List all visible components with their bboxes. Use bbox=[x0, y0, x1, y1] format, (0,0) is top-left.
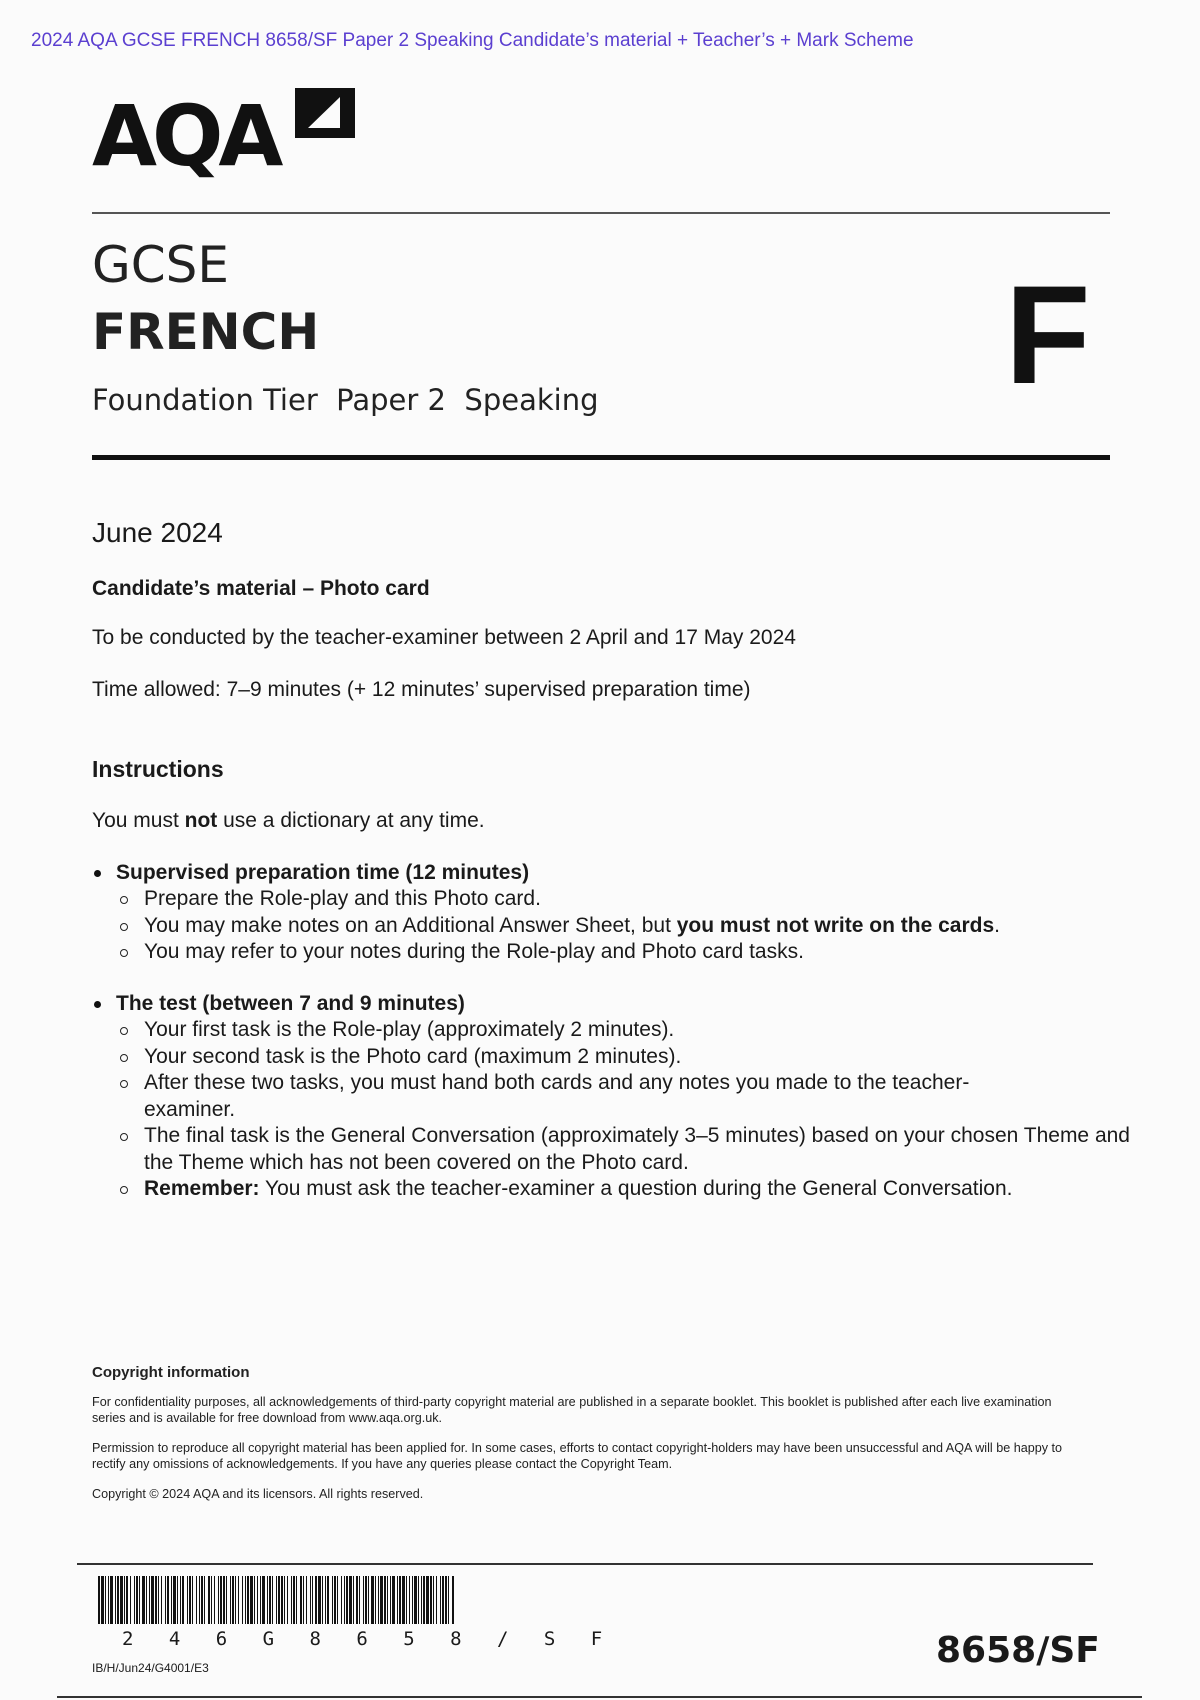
bullet-icon bbox=[94, 870, 101, 877]
section-heading: The test (between 7 and 9 minutes) bbox=[92, 990, 1144, 1017]
copyright-paragraph: For confidentiality purposes, all acknowledgements of third-party copyright material are published in a separate booklet. This booklet is published after each live examination series and is available for free download from www.aqa.org.uk. bbox=[92, 1395, 1052, 1425]
circle-bullet-icon bbox=[120, 1133, 128, 1141]
bullet-icon bbox=[94, 1001, 101, 1008]
copyright-notice: Copyright © 2024 AQA and its licensors. All rights reserved. bbox=[92, 1487, 424, 1501]
footer-divider bbox=[77, 1563, 1093, 1565]
reference-code: IB/H/Jun24/G4001/E3 bbox=[92, 1661, 209, 1675]
circle-bullet-icon bbox=[120, 1027, 128, 1035]
qualification-level: GCSE bbox=[92, 236, 229, 294]
barcode-icon bbox=[98, 1576, 454, 1624]
circle-bullet-icon bbox=[120, 949, 128, 957]
barcode-digits: 2 4 6 G 8 6 5 8 / S F bbox=[122, 1628, 615, 1650]
page-bottom-rule bbox=[57, 1696, 1142, 1698]
time-allowed: Time allowed: 7–9 minutes (+ 12 minutes’ supervised preparation time) bbox=[92, 678, 751, 701]
circle-bullet-icon bbox=[120, 1054, 128, 1062]
tier-paper-line: Foundation Tier Paper 2 Speaking bbox=[92, 383, 599, 417]
exam-date: June 2024 bbox=[92, 517, 223, 548]
circle-bullet-icon bbox=[120, 1080, 128, 1088]
instruction-item: The final task is the General Conversation (approximately 3–5 minutes) based on your chosen Theme and the Theme which has not been covered on the Photo card. bbox=[92, 1123, 1144, 1176]
instruction-item: After these two tasks, you must hand both cards and any notes you made to the teacher-examiner. bbox=[92, 1070, 974, 1123]
instruction-item: Your second task is the Photo card (maximum 2 minutes). bbox=[92, 1044, 1144, 1071]
tier-letter: F bbox=[1005, 256, 1091, 413]
copyright-paragraph: Permission to reproduce all copyright material has been applied for. In some cases, efforts to contact copyright-holders may have been unsuccessful and AQA will be happy to rectify any omissions of acknowledgements. If you have any queries please contact the Copyright Team. bbox=[92, 1441, 1063, 1471]
subject-title: FRENCH bbox=[92, 303, 320, 361]
aqa-logo-mark-icon bbox=[295, 88, 355, 146]
title-divider bbox=[92, 455, 1110, 460]
section-heading: Supervised preparation time (12 minutes) bbox=[92, 859, 1144, 886]
paper-code: 8658/SF bbox=[936, 1630, 1100, 1671]
document-title-link[interactable]: 2024 AQA GCSE FRENCH 8658/SF Paper 2 Speaking Candidate’s material + Teacher’s + Mark Scheme bbox=[31, 30, 914, 51]
instruction-item: Your first task is the Role-play (approximately 2 minutes). bbox=[92, 1017, 1144, 1044]
aqa-logo-text: AQA bbox=[92, 87, 279, 185]
circle-bullet-icon bbox=[120, 1186, 128, 1194]
instruction-item: Prepare the Role-play and this Photo card. bbox=[92, 886, 1144, 913]
material-type: Candidate’s material – Photo card bbox=[92, 577, 430, 600]
aqa-logo bbox=[92, 88, 362, 183]
conduct-period: To be conducted by the teacher-examiner between 2 April and 17 May 2024 bbox=[92, 626, 796, 649]
dictionary-rule: You must not use a dictionary at any time. bbox=[92, 809, 485, 832]
circle-bullet-icon bbox=[120, 896, 128, 904]
instruction-item: You may refer to your notes during the Role-play and Photo card tasks. bbox=[92, 939, 1144, 966]
instruction-section-test bbox=[92, 990, 1144, 1203]
instruction-section-preparation bbox=[92, 859, 1144, 966]
instruction-item: Remember: You must ask the teacher-examiner a question during the General Conversation. bbox=[92, 1176, 1144, 1203]
copyright-heading: Copyright information bbox=[92, 1364, 250, 1381]
header-divider bbox=[92, 212, 1110, 214]
instruction-item: You may make notes on an Additional Answer Sheet, but you must not write on the cards. bbox=[92, 913, 1144, 940]
circle-bullet-icon bbox=[120, 923, 128, 931]
instructions-heading: Instructions bbox=[92, 756, 224, 782]
